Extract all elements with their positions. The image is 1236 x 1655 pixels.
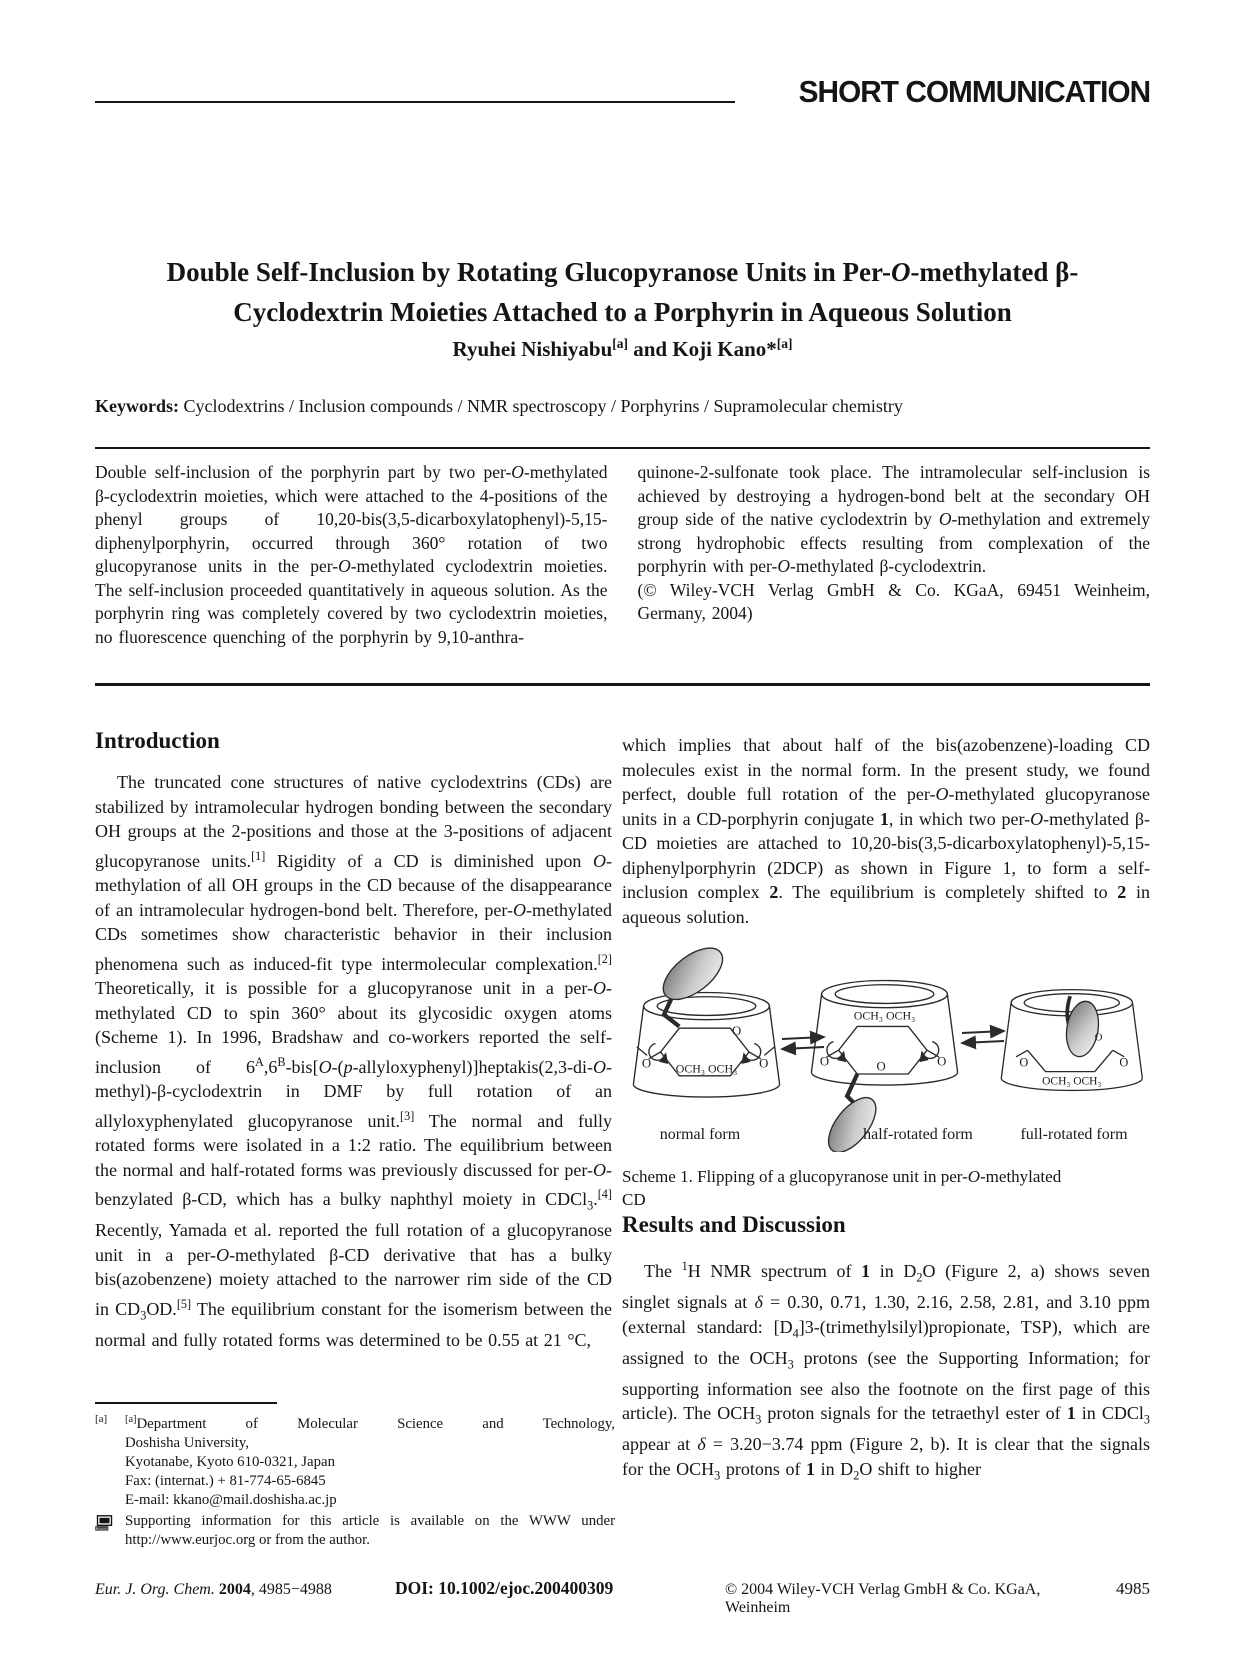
article-type-label: SHORT COMMUNICATION: [798, 74, 1150, 109]
scheme-normal-form-cone: [633, 938, 779, 1097]
och3-labels-bottom: OCH₃ OCH₃: [675, 1061, 738, 1076]
ring-oxygen-label: O: [732, 1024, 742, 1038]
normal-form-label: normal form: [659, 1126, 741, 1143]
continuation-paragraph: which implies that about half of the bis(azobenzene)-loading CD molecules exist in the normal form. In the present study, we found perfect, double full rotation of the per-O-methylated glucopyranose units in a CD-porphyrin conjugate 1, in which two per-O-methylated β-CD moieties are attached to 10,20-bis(3,5-dicarboxylatophenyl)-5,15-diphenylporphyrin (2DCP) as shown in Figure 1, to form a self-inclusion complex 2. The equilibrium is completely shifted to 2 in aqueous solution.: [622, 735, 1150, 927]
footnote-marker: [a]: [95, 1413, 108, 1425]
footnote-rule: [95, 1402, 277, 1404]
results-heading: Results and Discussion: [622, 1212, 846, 1237]
ring-oxygen-bottom-label: O: [876, 1059, 886, 1074]
abstract-bottom-rule: [95, 683, 1150, 686]
page-footer: [95, 1578, 1150, 1617]
abstract: [95, 461, 1150, 649]
half-rotated-form-label: half-rotated form: [863, 1126, 973, 1143]
doi-label: DOI: 10.1002/ejoc.200400309: [395, 1578, 614, 1598]
full-rotated-form-label: full-rotated form: [1020, 1126, 1128, 1143]
och3-labels-bottom: OCH₃ OCH₃: [1042, 1075, 1102, 1088]
abstract-left-column: Double self-inclusion of the porphyrin part by two per-O-methylated β-cyclodextrin moieties, which were attached to the 4-positions of the phenyl groups of 10,20-bis(3,5-dicarboxylatophenyl)-5,15-diphenylporphyrin, occurred through 360° rotation of two glucopyranose units in the per-O-methylated cyclodextrin moieties. The self-inclusion proceeded quantitatively in aqueous solution. As the porphyrin ring was completely covered by two cyclodextrin moieties, no fluorescence quenching of the porphyrin by 9,10-anthra-: [95, 462, 608, 647]
authors-line: Ryuhei Nishiyabu[a] and Koji Kano*[a]: [452, 336, 793, 361]
introduction-heading: Introduction: [95, 728, 220, 753]
affiliation-line1: [a]Department of Molecular Science and Technology,: [125, 1414, 615, 1432]
equilibrium-arrow-left: [782, 1037, 824, 1049]
page-number: 4985: [1116, 1579, 1150, 1598]
glycosidic-oxygen-left-label: O: [1019, 1055, 1029, 1070]
och3-labels-top: OCH₃ OCH₃: [853, 1008, 916, 1023]
paper-title: Double Self-Inclusion by Rotating Glucopyranose Units in Per-O-methylated β-Cyclodextrin Moieties Attached to a Porphyrin in Aqueous Solution: [166, 257, 1079, 328]
journal-citation: Eur. J. Org. Chem. 2004, 4985−4988: [95, 1581, 332, 1598]
header-rule: [95, 101, 735, 103]
body-right-column: [622, 733, 1150, 1488]
footnote-block: [95, 1402, 615, 1550]
blob-oxygen-label: O: [1094, 1032, 1103, 1044]
affiliation-rest: Doshisha University, Kyotanabe, Kyoto 610-0321, Japan Fax: (internat.) + 81-774-65-6845 E-mail: kkano@mail.doshisha.ac.jp: [125, 1434, 337, 1508]
scheme-full-rotated-cone: [1001, 990, 1142, 1091]
scheme-1-caption: Scheme 1. Flipping of a glucopyranose unit in per-O-methylated CD: [622, 1167, 1062, 1209]
keywords-line: Keywords: Cyclodextrins / Inclusion compounds / NMR spectroscopy / Porphyrins / Supramolecular chemistry: [95, 396, 903, 416]
glycosidic-oxygen-right-label: O: [759, 1056, 769, 1071]
glycosidic-oxygen-left-label: O: [641, 1056, 652, 1071]
supporting-info-icon: [95, 1512, 125, 1550]
results-paragraph: The $^1$H NMR spectrum of 1 in $D_2O$ (Figure 2, a) shows seven singlet signals at δ = 0.30, 0.71, 1.30, 2.16, 2.58, 2.81, and 3.10 ppm (external standard: $[D_4]3-(trimethylsilyl)propionate$, TSP), which are assigned to the $OCH_3$ protons (see the Supporting Information; for supporting information see also the footnote on the first page of this article). The $OCH_3$ proton signals for the tetraethyl ester of 1 in CDCl$_3$ appear at δ = 3.20−3.74 ppm (Figure 2, b). It is clear that the signals for the $OCH_3$ protons of 1 in $D_2O$ shift to higher: [622, 1259, 1150, 1483]
scheme-1-figure: [622, 937, 1150, 1152]
equilibrium-arrow-right: [962, 1031, 1004, 1043]
glycosidic-oxygen-right-label: O: [937, 1054, 947, 1069]
copyright-notice: © 2004 Wiley-VCH Verlag GmbH & Co. KGaA, Weinheim: [725, 1581, 1041, 1616]
body-left-column: [95, 727, 612, 1352]
glycosidic-oxygen-right-label: O: [1119, 1055, 1129, 1070]
abstract-right-column: quinone-2-sulfonate took place. The intramolecular self-inclusion is achieved by destroying a hydrogen-bond belt at the secondary OH group side of the native cyclodextrin by O-methylation and extremely strong hydrophobic effects resulting from complexation of the porphyrin with per-O-methylated β-cyclodextrin. (© Wiley-VCH Verlag GmbH & Co. KGaA, 69451 Weinheim, Germany, 2004): [637, 462, 1150, 623]
abstract-top-rule: [95, 447, 1150, 449]
supporting-info-text: Supporting information for this article is available on the WWW under http://www.eurjoc.org or from the author.: [125, 1512, 615, 1548]
glycosidic-oxygen-left-label: O: [819, 1054, 830, 1069]
introduction-paragraph: The truncated cone structures of native cyclodextrins (CDs) are stabilized by intramolecular hydrogen bonding between the secondary OH groups at the 2-positions and those at the 3-positions of adjacent glucopyranose units.[1] Rigidity of a CD is diminished upon O-methylation of all OH groups in the CD because of the disappearance of an intramolecular hydrogen-bond belt. Therefore, per-O-methylated CDs sometimes show characteristic behavior in their inclusion phenomena such as induced-fit type intermolecular complexation.[2] Theoretically, it is possible for a glucopyranose unit in a per-O-methylated CD to spin 360° about its glycosidic oxygen atoms (Scheme 1). In 1996, Bradshaw and co-workers reported the self-inclusion of $6^A,6^B-bis[O-(p-allyloxyphenyl)]heptakis(2,3-di-O-methyl)-\beta$-cyclodextrin in DMF by full rotation of an allyloxyphenylated glucopyranose unit.[3] The normal and fully rotated forms were isolated in a 1:2 ratio. The equilibrium between the normal and half-rotated forms was previously discussed for per-O-benzylated β-CD, which has a bulky naphthyl moiety in CDCl$_3$.[4] Recently, Yamada et al. reported the full rotation of a glucopyranose unit in a per-O-methylated β-CD derivative that has a bulky bis(azobenzene) moiety attached to the narrower rim side of the CD in $CD_3OD.[5]$ The equilibrium constant for the isomerism between the normal and fully rotated forms was determined to be 0.55 at 21 °C,: [95, 772, 613, 1350]
